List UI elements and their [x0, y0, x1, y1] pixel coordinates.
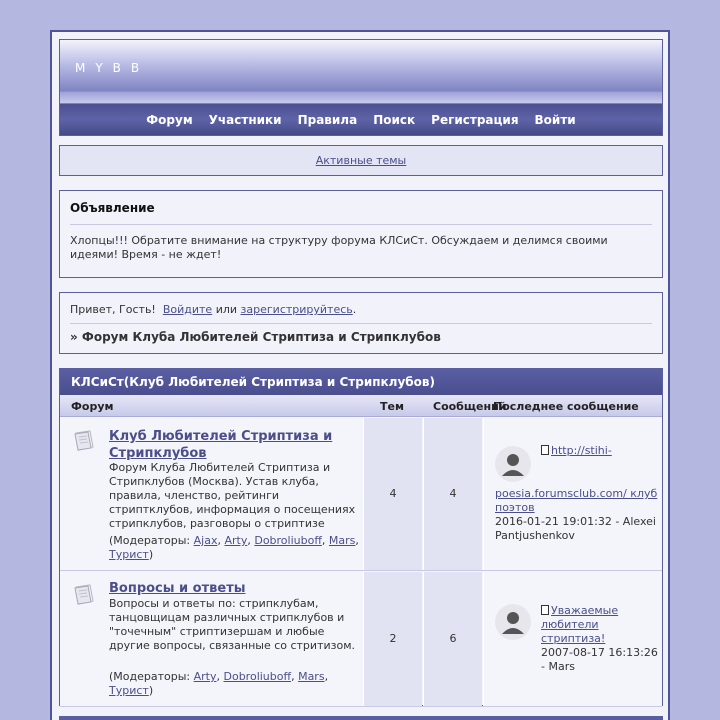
col-topics: Тем — [380, 400, 404, 413]
announcement-divider — [70, 224, 652, 225]
forum-info-cell — [60, 418, 363, 570]
forum-description: Форум Клуба Любителей Стриптиза и Стрипклубов (Москва). Устав клуба, правила, членство, рейтинги стриптклубов, информация о посещениях стрипклубов, разговоры о стриптизе — [109, 461, 356, 530]
breadcrumb: » Форум Клуба Любителей Стриптиза и Стрипклубов — [70, 330, 441, 344]
topics-count-cell — [363, 572, 422, 706]
document-icon — [541, 605, 549, 615]
col-posts: Сообщений — [433, 400, 507, 413]
topics-count-cell — [363, 418, 422, 570]
page-container — [50, 30, 670, 720]
announcement-box — [59, 190, 663, 278]
moderator-link[interactable]: Arty — [193, 670, 217, 683]
category-table — [59, 368, 663, 706]
or-text: или — [215, 303, 238, 316]
active-topics-link[interactable]: Активные темы — [315, 154, 407, 167]
last-post-header — [541, 444, 661, 458]
welcome-line — [70, 303, 652, 316]
last-post-date: 2007-08-17 16:13:26 - Mars — [541, 646, 658, 673]
last-post-link[interactable]: Уважаемые любители стриптиза! — [541, 604, 619, 645]
nav-search[interactable]: Поиск — [373, 112, 416, 127]
moderators-prefix: (Модераторы: — [109, 670, 191, 683]
nav-rules[interactable]: Правила — [297, 112, 358, 127]
forum-description: Вопросы и ответы по: стрипклубам, танцовщицам различных стрипклубов и "точечным" стриптизершам и любые другие вопросы, связанные со стритизом. — [109, 597, 355, 652]
moderator-link[interactable]: Ajax — [193, 534, 218, 547]
last-post-link-rest[interactable]: poesia.forumsclub.com/ клуб поэтов — [495, 487, 658, 514]
welcome-divider — [70, 323, 652, 324]
logo-band — [60, 40, 662, 91]
moderators-prefix: (Модераторы: — [109, 534, 191, 547]
welcome-box — [59, 292, 663, 354]
moderator-link[interactable]: Dobroliuboff — [254, 534, 322, 547]
last-post-body — [495, 646, 660, 674]
posts-count: 6 — [449, 632, 457, 645]
next-category-header — [59, 716, 663, 720]
topics-count: 4 — [389, 487, 397, 500]
moderator-link[interactable]: Mars — [298, 670, 325, 683]
moderators-line: (Модераторы: Ajax, Arty, Dobroliuboff, Mars, Турист) — [109, 534, 359, 561]
nav-register[interactable]: Регистрация — [431, 112, 519, 127]
period-text: . — [352, 303, 357, 316]
posts-count-cell — [423, 572, 482, 706]
forum-read-icon — [72, 428, 96, 452]
active-topics-bar — [59, 145, 663, 176]
nav-login[interactable]: Войти — [534, 112, 576, 127]
col-forum: Форум — [71, 400, 114, 413]
forum-read-icon — [72, 582, 96, 606]
col-last-post: Последнее сообщение — [493, 400, 639, 413]
user-avatar-icon[interactable] — [495, 604, 531, 640]
posts-count-cell — [423, 418, 482, 570]
register-link[interactable]: зарегистрируйтесь — [240, 303, 353, 316]
forum-row — [60, 418, 662, 571]
announcement-title: Объявление — [70, 201, 155, 215]
forum-title-link[interactable]: Вопросы и ответы — [109, 581, 246, 596]
user-avatar-icon[interactable] — [495, 446, 531, 482]
site-header — [59, 39, 663, 136]
last-post-cell — [483, 418, 662, 570]
last-post-body — [495, 487, 660, 543]
login-link[interactable]: Войдите — [162, 303, 213, 316]
last-post-date: 2016-01-21 19:01:32 - Alexei Pantjushenkov — [495, 515, 656, 542]
moderators-suffix: ) — [148, 684, 154, 697]
column-headers — [60, 395, 662, 417]
nav-members[interactable]: Участники — [208, 112, 282, 127]
header-divider — [60, 91, 662, 103]
moderator-link[interactable]: Турист — [109, 684, 149, 697]
moderator-link[interactable]: Dobroliuboff — [223, 670, 292, 683]
posts-count: 4 — [449, 487, 457, 500]
nav-forum[interactable]: Форум — [146, 112, 193, 127]
moderator-link[interactable]: Arty — [224, 534, 248, 547]
forum-title-link[interactable]: Клуб Любителей Стриптиза и Стрипклубов — [109, 429, 333, 461]
main-nav — [60, 103, 662, 135]
forum-row — [60, 572, 662, 707]
last-post-cell — [483, 572, 662, 706]
category-title[interactable]: КЛСиСт(Клуб Любителей Стриптиза и Стрипклубов) — [60, 369, 662, 395]
greeting-text: Привет, Гость! — [70, 303, 156, 316]
announcement-text: Хлопцы!!! Обратите внимание на структуру форума КЛСиСт. Обсуждаем и делимся своими идеями! Время - не ждет! — [70, 234, 608, 261]
last-post-link-part[interactable]: http://stihi- — [551, 444, 612, 457]
moderators-suffix: ) — [148, 548, 154, 561]
document-icon — [541, 445, 549, 455]
last-post-date-wrap — [495, 646, 660, 674]
moderator-link[interactable]: Mars — [328, 534, 356, 547]
topics-count: 2 — [389, 632, 397, 645]
last-post-header — [541, 604, 631, 646]
forum-info-cell — [60, 572, 363, 706]
moderators-line: (Модераторы: Arty, Dobroliuboff, Mars, Турист) — [109, 670, 329, 697]
site-logo[interactable]: MYBB — [75, 61, 150, 75]
moderator-link[interactable]: Турист — [109, 548, 149, 561]
